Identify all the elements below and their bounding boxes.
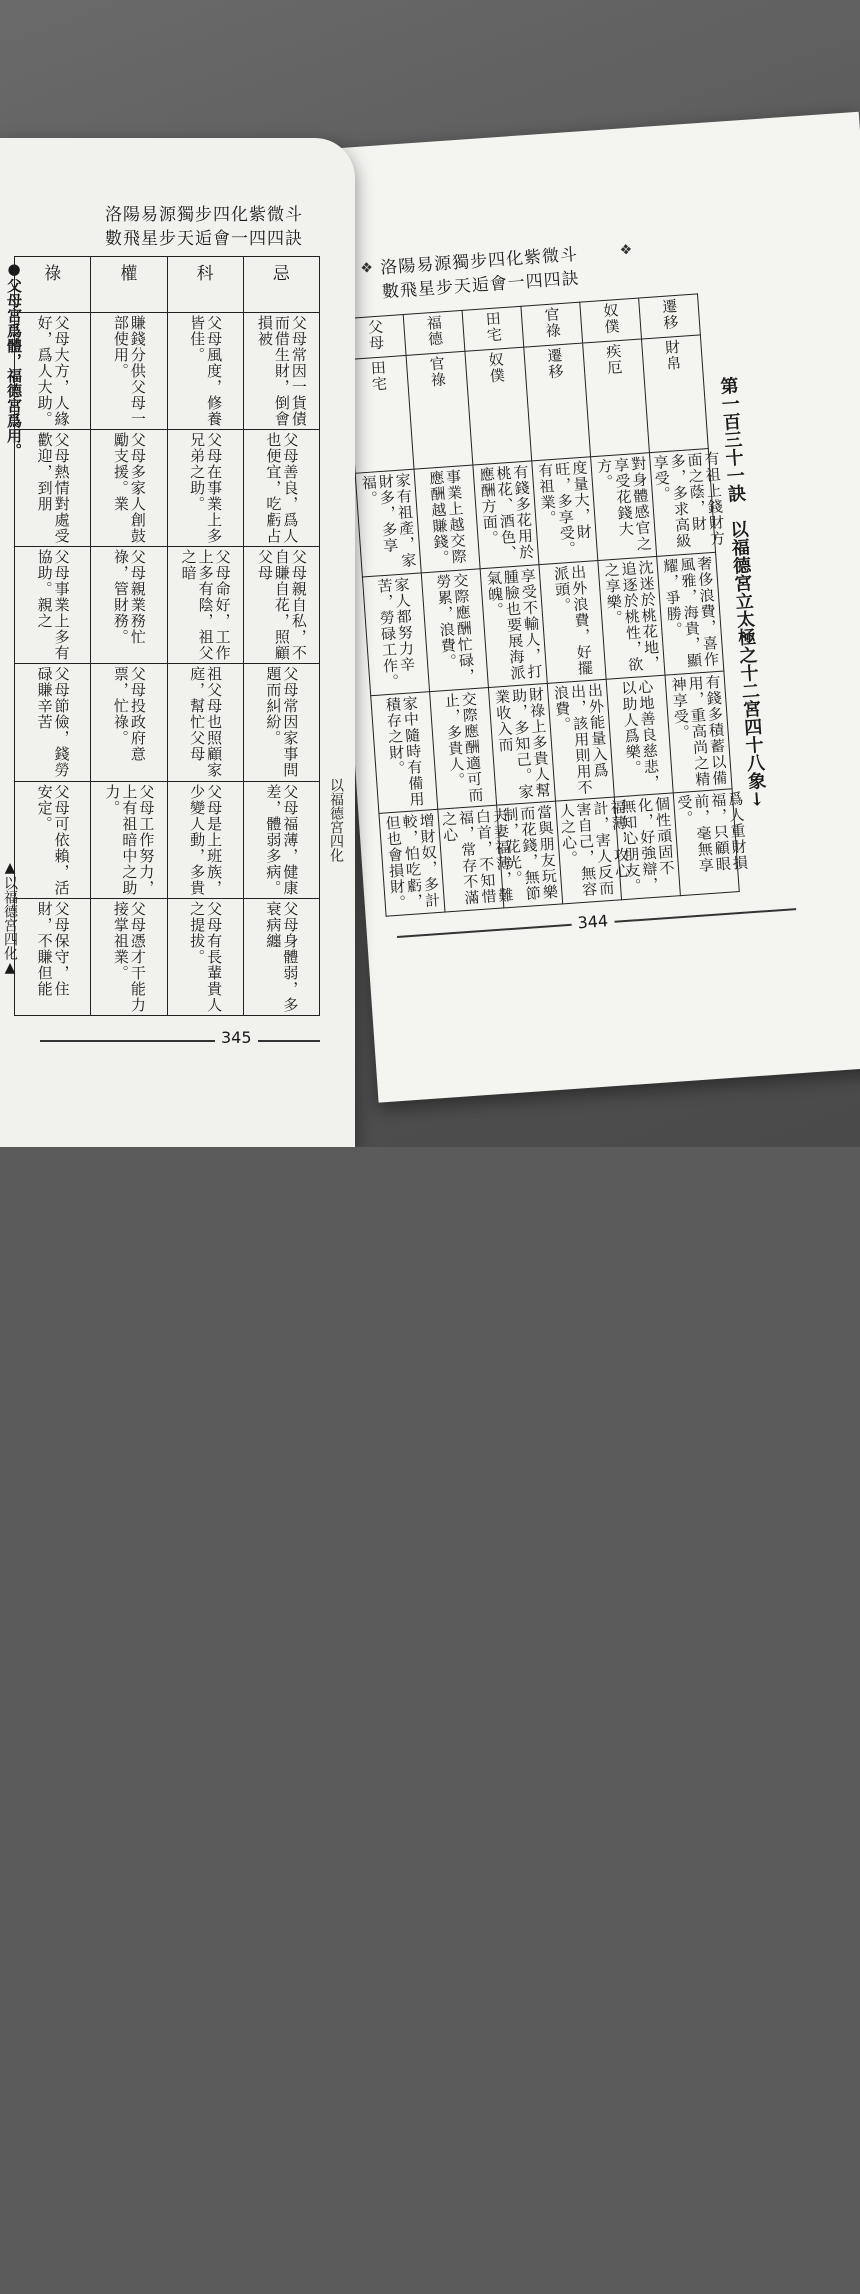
cell-text: 財祿上多貴人幫助，多知己。家業收入而 — [492, 686, 553, 801]
table-row — [15, 313, 320, 430]
cell-text: 父母節儉，錢勞碌賺辛苦 — [35, 666, 71, 779]
column-header: 權 — [91, 257, 167, 313]
table-cell — [379, 809, 445, 916]
cell-text: 父母常因家事問題而糾紛。 — [264, 666, 300, 779]
cell-text: 財帛 — [662, 339, 683, 373]
ornament-icon: ❖ — [619, 241, 633, 259]
column-header: 福德 — [424, 314, 445, 348]
table-cell — [673, 788, 750, 895]
cell-text: 福薄，攻心計，害人反而害自己，無容人之心。 — [557, 798, 632, 898]
column-header: 科 — [167, 257, 243, 313]
cell-text: 父母工作努力，上有祖暗中之助力。 — [103, 783, 156, 896]
table-cell — [243, 664, 319, 781]
right-page-number: 344 — [571, 911, 615, 933]
table-cell — [243, 547, 319, 664]
table-cell — [642, 335, 709, 453]
table-cell — [488, 684, 555, 805]
table-cell — [639, 294, 701, 339]
cell-text: 父母憑才干能力接掌祖業。 — [111, 900, 147, 1013]
table-cell — [414, 465, 480, 572]
column-header: 田宅 — [483, 310, 504, 344]
cell-text: 父母大方，人緣好，爲人大助。 — [35, 315, 71, 427]
left-page-number: 345 — [215, 1028, 258, 1047]
cell-text: 心地善良慈悲，以助人爲樂。 — [618, 678, 662, 792]
right-page-title: 第一百三十一訣 以福德宮立太極之十二宮四十八象↓ — [716, 375, 769, 812]
cell-text: 父母風度，修養皆佳。 — [188, 315, 224, 427]
table-cell — [524, 343, 591, 461]
cell-text: 夫妻福薄，難白首，不知惜福，常存不滿之心 — [439, 806, 515, 906]
table-row — [15, 664, 320, 781]
table-row — [15, 898, 320, 1015]
right-header-line1: 洛陽易源獨步四化紫微斗 — [379, 244, 579, 279]
left-header-line2: 數飛星步天逅會一四四訣 — [105, 229, 303, 249]
table-cell — [649, 449, 727, 556]
table-cell — [403, 310, 465, 355]
left-side-title: ●父母宮爲體，福德宮爲用。 — [5, 260, 23, 458]
table-cell — [580, 298, 642, 343]
left-page — [0, 138, 355, 1147]
table-cell — [167, 781, 243, 898]
table-row — [15, 430, 320, 547]
table-cell — [91, 781, 167, 898]
cell-text: 家中隨時有備用積存之財。 — [383, 695, 427, 809]
table-cell — [15, 547, 91, 664]
cell-text: 父母熱情對處受歡迎，到朋 — [35, 432, 71, 545]
table-cell — [665, 671, 732, 792]
cell-text: 田宅 — [368, 359, 389, 393]
cell-text: 享受不輸人，打腫臉也要展海派氣魄。 — [484, 567, 544, 682]
cell-text: 家有祖產，家財多，多享福。 — [359, 472, 418, 570]
cell-text: 奢侈浪費，喜作風雅，海貴，顯耀，爭勝。 — [660, 554, 721, 669]
cell-text: 遷移 — [544, 347, 566, 381]
table-cell — [430, 688, 497, 809]
cell-text: 父母保守，住財，不賺但能 — [35, 900, 71, 997]
cell-text: 父母可依賴，活安定。 — [35, 783, 71, 896]
cell-text: 家人都努力辛苦，勞碌工作。 — [375, 575, 417, 691]
table-cell — [347, 356, 414, 474]
column-header: 官祿 — [542, 306, 563, 340]
table-cell — [91, 313, 167, 430]
column-header: 父母 — [365, 318, 386, 352]
cell-text: 當與朋友玩樂而花錢，無節制，花光。 — [500, 803, 560, 902]
table-cell — [15, 430, 91, 547]
cell-text: 賺錢分供父母一部使用。 — [111, 315, 147, 427]
cell-text: 事業上越交際應酬越賺錢。 — [426, 468, 469, 567]
table-cell — [583, 339, 650, 457]
column-header: 忌 — [243, 257, 319, 313]
cell-text: 有祖上錢財方面之蔭，財多，多求高級享受。 — [651, 450, 727, 551]
cell-text: 父母善良，爲人也便宜，吃虧占 — [264, 432, 300, 545]
table-cell — [521, 302, 583, 347]
table-cell — [167, 664, 243, 781]
table-cell — [539, 560, 606, 683]
right-header-line2: 數飛星步天逅會一四四訣 — [381, 268, 581, 303]
table-cell — [167, 547, 243, 664]
table-cell — [167, 313, 243, 430]
cell-text: 父母親業務忙祿，管財務。 — [111, 549, 147, 646]
footer-rule — [40, 1040, 320, 1042]
table-cell — [591, 453, 657, 560]
table-cell — [15, 781, 91, 898]
cell-text: 出外能量入爲出，該用則用不浪費。 — [551, 682, 611, 797]
column-header: 奴僕 — [600, 301, 622, 336]
table-cell — [355, 470, 421, 577]
cell-text: 父母多家人創鼓勵支援。業 — [111, 432, 147, 545]
cell-text: 父母身體弱，多衰病纏 — [264, 900, 300, 1013]
table-cell — [243, 313, 319, 430]
table-cell — [15, 898, 91, 1015]
cell-text: 父母親自私，不自賺自花，照顧父母 — [255, 549, 308, 662]
cell-text: 爲人重財損福，只顧眼前，毫無享受。 — [674, 790, 750, 874]
column-header: 遷移 — [659, 297, 680, 332]
table-cell — [406, 352, 473, 470]
table-cell — [243, 781, 319, 898]
table-cell — [555, 797, 632, 904]
left-marker-top: 以福德宮四化 — [328, 778, 344, 862]
right-page — [312, 112, 860, 1103]
column-header: 祿 — [15, 257, 91, 313]
table-cell — [657, 552, 724, 675]
cell-text: 對身體感官之享受花錢大方。 — [594, 455, 654, 553]
table-cell — [462, 306, 524, 351]
left-marker-bottom: ▲以福德宮四化▲ — [2, 860, 18, 976]
table-cell — [15, 313, 91, 430]
table-cell — [371, 692, 438, 813]
table-cell — [167, 898, 243, 1015]
cell-text: 個性頑固不化，好強辯，無知心朋友。 — [618, 795, 676, 895]
table-cell — [532, 457, 598, 564]
table-cell — [91, 430, 167, 547]
header-row — [15, 257, 320, 313]
left-header-line1: 洛陽易源獨步四化紫微斗 — [105, 205, 303, 225]
table-cell — [465, 348, 532, 466]
table-cell — [167, 430, 243, 547]
cell-text: 父母常因一貨債而借生財，倒會損被 — [255, 315, 308, 427]
table-cell — [606, 675, 673, 796]
left-table — [14, 256, 320, 1016]
table-cell — [91, 547, 167, 664]
ornament-icon: ❖ — [359, 260, 374, 277]
table-cell — [243, 430, 319, 547]
cell-text: 父母福薄，健康差，體弱多病。 — [264, 783, 300, 896]
cell-text: 官祿 — [427, 355, 448, 389]
table-row — [15, 781, 320, 898]
cell-text: 度量大，財旺，多享受。有祖業。 — [535, 459, 594, 559]
cell-text: 父母投政府意票，忙祿。 — [111, 666, 147, 763]
table-cell — [421, 568, 488, 691]
table-cell — [614, 793, 680, 900]
cell-text: 有錢多花用於桃花、酒色、應酬方面。 — [477, 464, 536, 563]
table-cell — [480, 564, 547, 687]
cell-text: 有錢多積蓄以備用，重高尚之精神享受。 — [669, 674, 729, 789]
table-cell — [362, 573, 429, 696]
table-cell — [15, 664, 91, 781]
cell-text: 父母命好，工作上多有陰，祖父之暗 — [179, 549, 232, 662]
cell-text: 交際應酬適可而止，多貴人。 — [442, 691, 485, 805]
cell-text: 出外浪費，好擺派頭。 — [551, 563, 595, 677]
cell-text: 沈迷於桃花地，追逐於桃性，欲之享樂。 — [601, 558, 662, 674]
table-cell — [547, 680, 614, 801]
table-row — [15, 547, 320, 664]
table-cell — [473, 461, 539, 568]
cell-text: 父母是上班族，少變人動，多貴 — [188, 783, 224, 896]
table-cell — [91, 664, 167, 781]
cell-text: 增財奴，多計較，怕吃虧，但也會損財。 — [383, 811, 442, 912]
cell-text: 父母有長輩貴人之提拔。 — [188, 900, 224, 1013]
table-cell — [598, 556, 665, 679]
cell-text: 疾厄 — [603, 343, 624, 377]
cell-text: 奴僕 — [486, 351, 507, 385]
cell-text: 祖父母也照顧家庭，幫忙父母 — [188, 666, 224, 779]
table-cell — [91, 898, 167, 1015]
cell-text: 父母在事業上多兄弟之助。 — [188, 432, 224, 545]
cell-text: 父母事業上多有協助。親之 — [35, 549, 71, 662]
table-cell — [438, 805, 515, 912]
cell-text: 交際應酬忙碌，勞累，浪費。 — [433, 571, 477, 685]
table-cell — [243, 898, 319, 1015]
